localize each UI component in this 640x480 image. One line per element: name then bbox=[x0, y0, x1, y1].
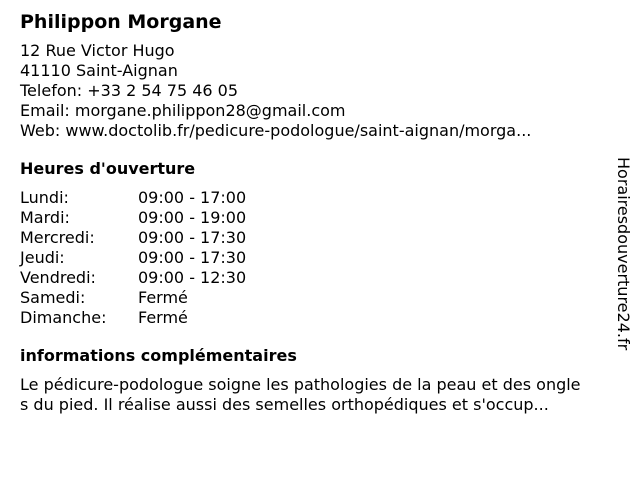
time-value: Fermé bbox=[138, 288, 188, 307]
phone-line: Telefon: +33 2 54 75 46 05 bbox=[20, 81, 239, 100]
city-address: 41110 Saint-Aignan bbox=[20, 61, 178, 80]
time-value: 09:00 - 19:00 bbox=[138, 208, 247, 227]
info-line: Le pédicure-podologue soigne les pathologies de la peau et des ongle bbox=[20, 375, 581, 394]
day-label: Lundi: bbox=[20, 188, 69, 207]
street-address: 12 Rue Victor Hugo bbox=[20, 41, 175, 60]
web-line: Web: www.doctolib.fr/pedicure-podologue/saint-aignan/morga... bbox=[20, 121, 532, 140]
day-label: Mercredi: bbox=[20, 228, 95, 247]
day-label: Jeudi: bbox=[20, 248, 65, 267]
day-label: Dimanche: bbox=[20, 308, 107, 327]
hours-row-monday bbox=[20, 188, 610, 208]
business-card bbox=[20, 10, 610, 415]
time-value: 09:00 - 17:00 bbox=[138, 188, 247, 207]
address-block bbox=[20, 41, 610, 141]
hours-row-wednesday bbox=[20, 228, 610, 248]
hours-heading: Heures d'ouverture bbox=[20, 159, 196, 178]
business-name: Philippon Morgane bbox=[20, 11, 222, 33]
hours-row-friday bbox=[20, 268, 610, 288]
hours-table bbox=[20, 188, 610, 328]
time-value: 09:00 - 17:30 bbox=[138, 228, 247, 247]
time-value: 09:00 - 17:30 bbox=[138, 248, 247, 267]
info-heading: informations complémentaires bbox=[20, 346, 297, 365]
info-line: s du pied. Il réalise aussi des semelles orthopédiques et s'occup... bbox=[20, 395, 549, 414]
day-label: Mardi: bbox=[20, 208, 70, 227]
watermark-text: Horairesdouverture24.fr bbox=[614, 157, 633, 351]
info-paragraph bbox=[20, 375, 610, 415]
site-watermark bbox=[612, 134, 634, 374]
hours-row-thursday bbox=[20, 248, 610, 268]
hours-row-tuesday bbox=[20, 208, 610, 228]
hours-row-sunday bbox=[20, 308, 610, 328]
hours-row-saturday bbox=[20, 288, 610, 308]
day-label: Samedi: bbox=[20, 288, 86, 307]
time-value: Fermé bbox=[138, 308, 188, 327]
time-value: 09:00 - 12:30 bbox=[138, 268, 247, 287]
day-label: Vendredi: bbox=[20, 268, 96, 287]
email-line: Email: morgane.philippon28@gmail.com bbox=[20, 101, 346, 120]
